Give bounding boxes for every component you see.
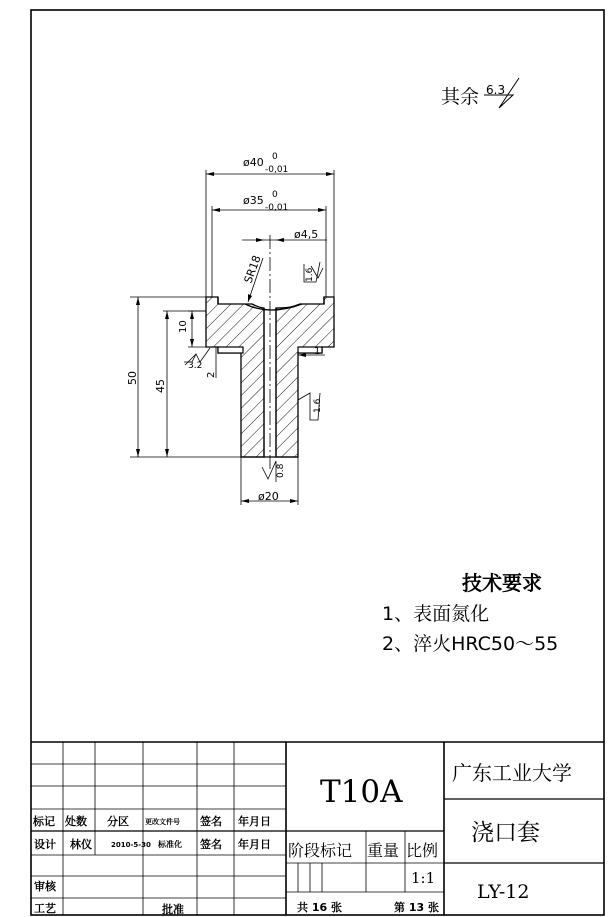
roughness-top bbox=[304, 262, 323, 282]
surface-roughness-note bbox=[441, 78, 519, 108]
col-mark: 标记 bbox=[33, 815, 55, 828]
d35-label: ø35 bbox=[243, 194, 264, 207]
drawing-number: LY-12 bbox=[477, 881, 530, 903]
sr18-label: SR18 bbox=[241, 253, 264, 286]
date-label: 年月日 bbox=[238, 838, 271, 851]
roughness-bore-value: 0.8 bbox=[276, 463, 286, 478]
d4-5-label: ø4,5 bbox=[294, 228, 319, 241]
dimension-d4-5 bbox=[242, 228, 327, 242]
scale-value: 1:1 bbox=[411, 869, 436, 887]
roughness-flange bbox=[184, 348, 210, 371]
part-name: 浇口套 bbox=[471, 820, 540, 846]
h50-label: 50 bbox=[126, 371, 139, 385]
d40-tol-upper: 0 bbox=[272, 152, 278, 162]
standardize-label: 标准化 bbox=[158, 840, 182, 849]
col-zone: 分区 bbox=[107, 815, 129, 828]
designer-label: 设计 bbox=[34, 838, 56, 851]
d40-label: ø40 bbox=[243, 156, 264, 169]
roughness-bore bbox=[262, 461, 286, 482]
scale-label: 比例 bbox=[406, 841, 439, 860]
roughness-top-value: 1.6 bbox=[305, 267, 315, 282]
sheet-number: 第 13 张 bbox=[394, 901, 439, 914]
school-name: 广东工业大学 bbox=[452, 761, 572, 785]
d20-label: ø20 bbox=[258, 490, 279, 503]
d40-tol-lower: -0,01 bbox=[265, 165, 289, 175]
total-sheets: 共 16 张 bbox=[297, 901, 342, 914]
designer-name: 林仪 bbox=[70, 838, 92, 851]
h45-label: 45 bbox=[154, 379, 167, 393]
roughness-side-value: 1.6 bbox=[313, 398, 323, 413]
surface-note-label: 其余 bbox=[441, 86, 480, 108]
title-block-text bbox=[32, 761, 572, 916]
approve-label: 批准 bbox=[162, 903, 184, 916]
col-change-doc: 更改文件号 bbox=[145, 818, 180, 826]
surface-note-roughness: 6.3 bbox=[486, 83, 506, 97]
sign-label: 签名 bbox=[200, 838, 222, 851]
col-date: 年月日 bbox=[238, 815, 271, 828]
material-label: T10A bbox=[320, 774, 403, 810]
col-count: 处数 bbox=[65, 815, 87, 828]
w1-label: 1 bbox=[314, 346, 321, 357]
stage-mark-label: 阶段标记 bbox=[288, 841, 353, 860]
d35-tol-upper: 0 bbox=[272, 190, 278, 200]
h10-label: 10 bbox=[178, 320, 189, 333]
tech-req-title: 技术要求 bbox=[462, 571, 542, 595]
roughness-side bbox=[298, 393, 323, 420]
review-label: 审核 bbox=[34, 880, 56, 893]
technical-requirements bbox=[382, 571, 558, 655]
tech-req-item1: 1、表面氮化 bbox=[382, 603, 490, 625]
weight-label: 重量 bbox=[367, 841, 400, 860]
dimension-sr18 bbox=[242, 254, 264, 302]
d35-tol-lower: -0,01 bbox=[265, 203, 289, 213]
h2-label: 2 bbox=[206, 371, 217, 378]
roughness-flange-value: 3.2 bbox=[188, 361, 203, 371]
dimension-h10 bbox=[178, 311, 206, 347]
col-sign: 签名 bbox=[200, 815, 222, 828]
right-body-hatch bbox=[276, 297, 334, 457]
process-label: 工艺 bbox=[34, 902, 56, 915]
dimension-d20 bbox=[241, 457, 298, 505]
tech-req-item2: 2、淬火HRC50～55 bbox=[382, 633, 559, 655]
design-date: 2010-5-30 bbox=[111, 841, 151, 849]
